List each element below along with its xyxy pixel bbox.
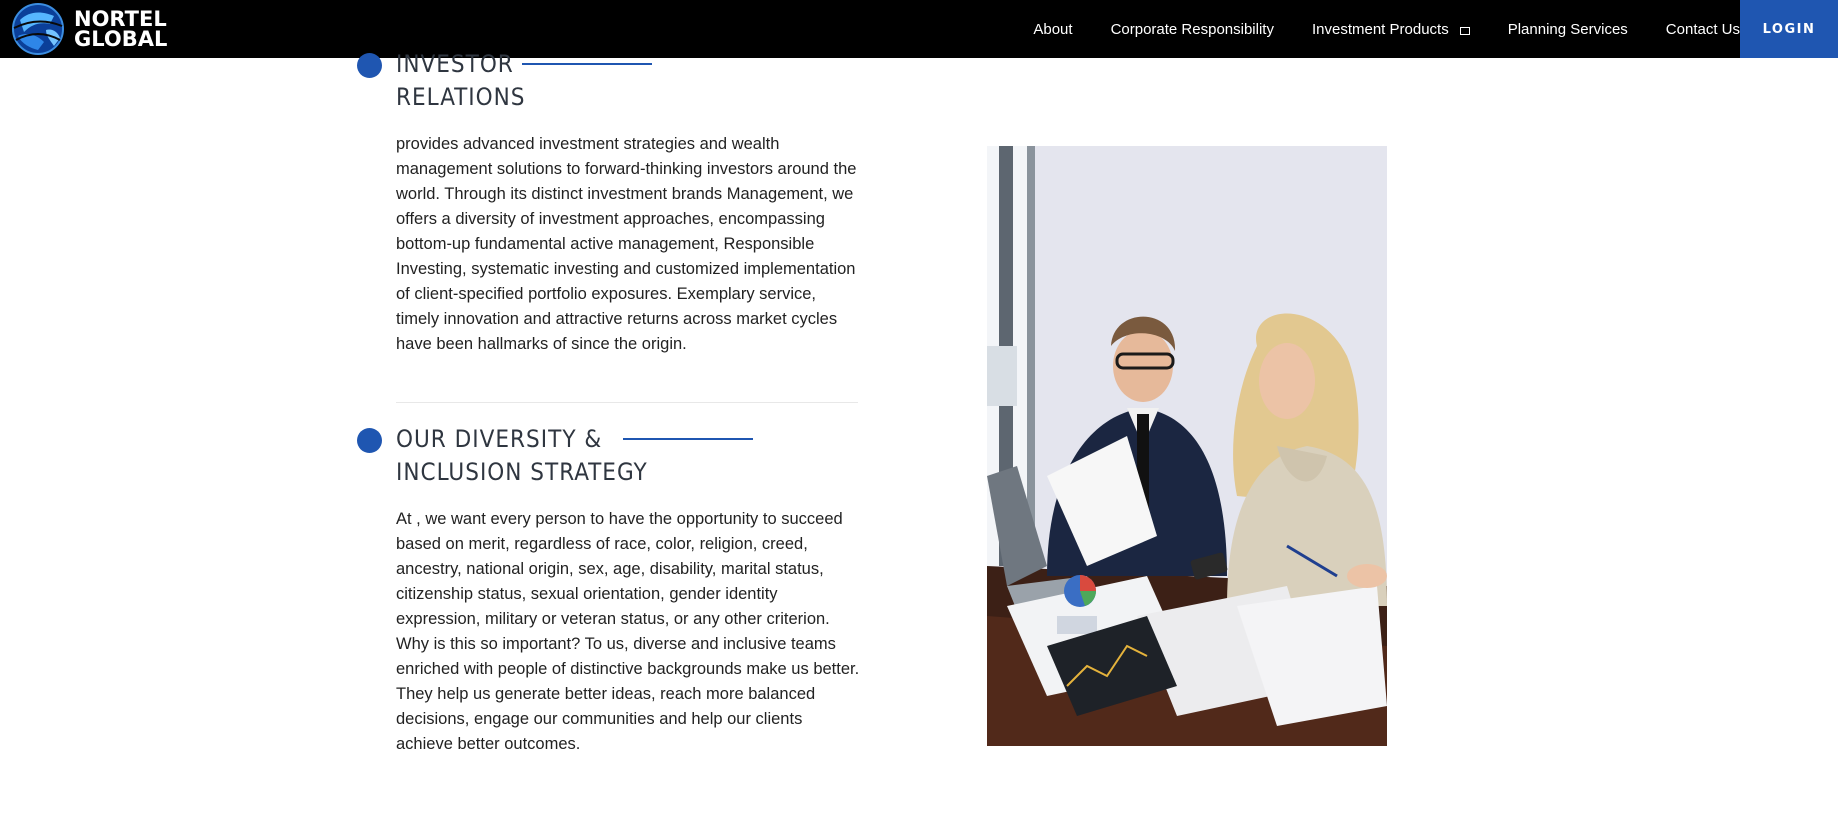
globe-icon: [10, 2, 66, 56]
login-button[interactable]: LOGIN: [1740, 0, 1838, 58]
section-title-line: INVESTOR: [396, 50, 514, 78]
section-title-investor-relations: [396, 48, 526, 114]
brand-logo[interactable]: [10, 2, 167, 56]
nav-item-corporate-responsibility[interactable]: Corporate Responsibility: [1110, 20, 1274, 38]
brand-name: [74, 9, 167, 49]
nav-item-contact-us[interactable]: Contact Us: [1665, 20, 1740, 38]
nav-item-about[interactable]: About: [1033, 20, 1073, 38]
brand-name-line1: NORTEL: [74, 7, 167, 31]
section-title-underline: [522, 63, 652, 65]
section-title-line: INCLUSION STRATEGY: [396, 458, 648, 486]
section-title-diversity-inclusion: [396, 423, 648, 489]
section-title-underline: [623, 438, 753, 440]
section-title-line: OUR DIVERSITY &: [396, 425, 603, 453]
section-divider: [396, 402, 858, 403]
nav-item-investment-products-label: Investment Products: [1311, 20, 1449, 38]
nav-menu: [995, 0, 1740, 58]
chevron-down-icon[interactable]: [1460, 27, 1470, 35]
diversity-inclusion-body: At , we want every person to have the opportunity to succeed based on merit, regardless of race, color, religion, creed, ancestry, national origin, sex, age, disability, marital status, citizenship status, sexual orientation, gender identity expression, military or veteran status, or any other criterion. Why is this so important? To us, diverse and inclusive teams enriched with people of distinctive backgrounds make us better. They help us generate better ideas, reach more balanced decisions, engage our communities and help our clients achieve better outcomes.: [396, 510, 860, 753]
section-bullet-icon: [357, 428, 382, 453]
brand-name-line2: GLOBAL: [74, 27, 168, 51]
section-title-line: RELATIONS: [396, 83, 526, 111]
top-navbar: [0, 0, 1838, 58]
nav-item-investment-products[interactable]: [1312, 21, 1470, 38]
investor-relations-body: provides advanced investment strategies and wealth management solutions to forward-thinking investors around the world. Through its distinct investment brands Management, we offers a diversity of investment approaches, encompassing bottom-up fundamental active management, Responsible Investing, systematic investing and customized implementation of client-specified portfolio exposures. Exemplary service, timely innovation and attractive returns across market cycles have been hallmarks of since the origin.: [396, 135, 857, 353]
section-bullet-icon: [357, 53, 382, 78]
business-meeting-photo: [987, 146, 1387, 746]
nav-item-planning-services[interactable]: Planning Services: [1507, 20, 1628, 38]
